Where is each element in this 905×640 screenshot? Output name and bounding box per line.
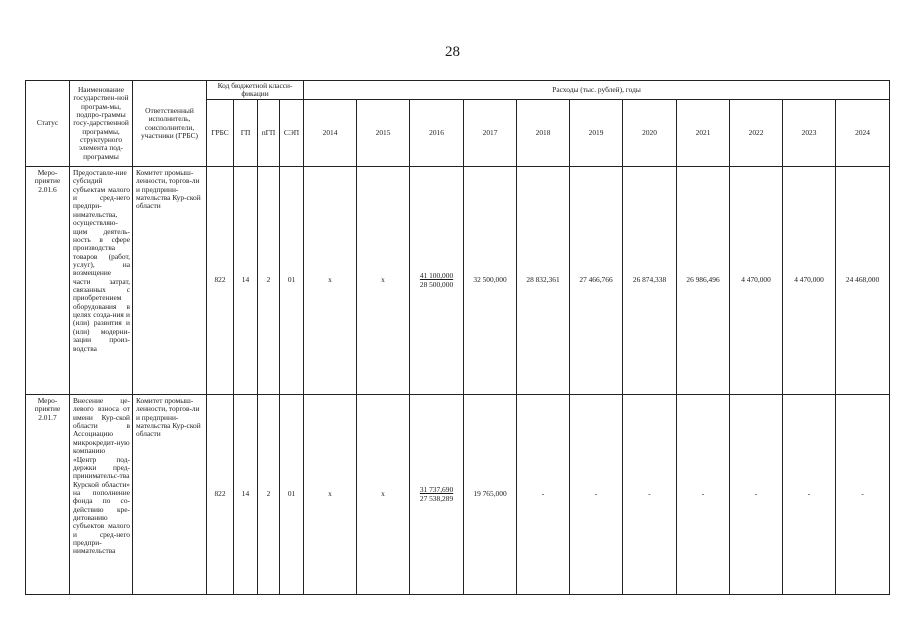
header-status: Статус (26, 81, 70, 167)
status-cell: Меро-приятие 2.01.7 (26, 395, 70, 595)
header-year-2016: 2016 (410, 100, 464, 167)
pgp-cell: 2 (258, 167, 280, 395)
header-sep: СЭП (280, 100, 304, 167)
value-2016-bottom: 28 500,000 (419, 279, 454, 289)
value-2024-cell: 24 468,000 (836, 167, 890, 395)
value-2019-cell: 27 466,766 (570, 167, 623, 395)
expenses-table (25, 80, 890, 595)
value-2015-cell: х (357, 395, 410, 595)
value-2016-cell (410, 167, 464, 395)
value-2016-top: 41 100,000 (419, 271, 454, 281)
value-2021-cell: - (677, 395, 730, 595)
status-cell: Меро-приятие 2.01.6 (26, 167, 70, 395)
value-2014-cell: х (304, 167, 357, 395)
value-2015-cell: х (357, 167, 410, 395)
header-year-2022: 2022 (730, 100, 783, 167)
name-cell: Внесение це-левого взноса от имени Кур-ской области в Ассоциацию микрокредит-ную компанию «Центр под-держки пред-принимательс-тва Курской области» на пополнение фонда по со-действию кре-дитованию субъектов малого и сред-него предпри-нимательства (70, 395, 133, 595)
table-row (26, 167, 890, 395)
value-2019-cell: - (570, 395, 623, 595)
header-name: Наименование государствен-ной програм-мы, подпро-граммы госу-дарственной программы, структурного элемента под-программы (70, 81, 133, 167)
header-pgp: пГП (258, 100, 280, 167)
value-2016-top: 31 737,690 (419, 485, 454, 495)
page-number: 28 (445, 44, 460, 60)
grbs-cell: 822 (207, 167, 234, 395)
grbs-cell: 822 (207, 395, 234, 595)
value-2016-bottom: 27 538,289 (419, 493, 454, 503)
value-2020-cell: 26 874,338 (623, 167, 677, 395)
header-budget-code: Код бюджетной класси-фикации (207, 81, 304, 100)
header-gp: ГП (234, 100, 258, 167)
header-year-2021: 2021 (677, 100, 730, 167)
pgp-cell: 2 (258, 395, 280, 595)
header-responsible: Ответственный исполнитель, соисполнители, участники (ГРБС) (133, 81, 207, 167)
header-year-2017: 2017 (464, 100, 517, 167)
name-cell: Предоставле-ние субсидий субъектам малого и сред-него предпри-нимательства, осуществляю-щим деятель-ность в сфере производства товаров (работ, услуг), на возмещение части затрат, связанных с приобретением оборудования в целях созда-ния и (или) развития и (или) модерни-зации произ-водства (70, 167, 133, 395)
value-2017-cell: 32 500,000 (464, 167, 517, 395)
header-year-2015: 2015 (357, 100, 410, 167)
responsible-cell: Комитет промыш-ленности, торгов-ли и предприни-мательства Кур-ской области (133, 395, 207, 595)
value-2022-cell: 4 470,000 (730, 167, 783, 395)
header-row-top (26, 81, 890, 100)
sep-cell: 01 (280, 395, 304, 595)
header-year-2020: 2020 (623, 100, 677, 167)
value-2020-cell: - (623, 395, 677, 595)
header-year-2019: 2019 (570, 100, 623, 167)
value-2017-cell: 19 765,000 (464, 395, 517, 595)
value-2024-cell: - (836, 395, 890, 595)
value-2022-cell: - (730, 395, 783, 595)
value-2016-cell (410, 395, 464, 595)
table-row (26, 395, 890, 595)
header-year-2014: 2014 (304, 100, 357, 167)
header-year-2018: 2018 (517, 100, 570, 167)
header-grbs: ГРБС (207, 100, 234, 167)
value-2018-cell: - (517, 395, 570, 595)
sep-cell: 01 (280, 167, 304, 395)
responsible-cell: Комитет промыш-ленности, торгов-ли и предприни-мательства Кур-ской области (133, 167, 207, 395)
gp-cell: 14 (234, 395, 258, 595)
gp-cell: 14 (234, 167, 258, 395)
value-2014-cell: х (304, 395, 357, 595)
value-2023-cell: - (783, 395, 836, 595)
value-2021-cell: 26 986,496 (677, 167, 730, 395)
header-year-2024: 2024 (836, 100, 890, 167)
header-year-2023: 2023 (783, 100, 836, 167)
header-expenses: Расходы (тыс. рублей), годы (304, 81, 890, 100)
value-2023-cell: 4 470,000 (783, 167, 836, 395)
value-2018-cell: 28 832,361 (517, 167, 570, 395)
